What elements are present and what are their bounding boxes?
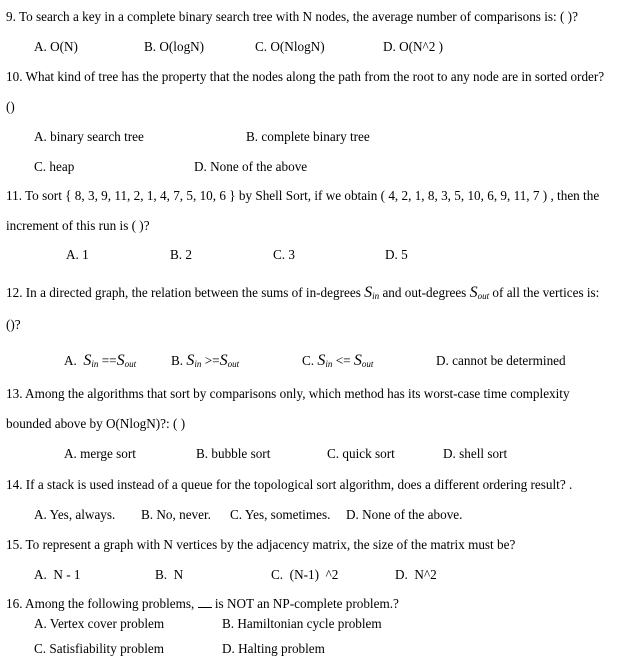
question-9-text: 9. To search a key in a complete binary search tree with N nodes, the average number of comparisons is: ( )? [6, 9, 578, 24]
q9-option-b: B. O(logN) [144, 39, 205, 54]
question-10-text: 10. What kind of tree has the property that the nodes along the path from the root to any node are in sorted order? [6, 69, 605, 84]
q12-option-b: B. Sin >=Sout [171, 352, 240, 369]
q15-option-c: C. (N-1) ^2 [271, 567, 339, 582]
q14-option-c: C. Yes, sometimes. [230, 507, 331, 522]
q10-option-a: A. binary search tree [34, 129, 144, 144]
question-16-text: 16. Among the following problems, is NOT an NP-complete problem.? [6, 596, 399, 611]
question-10-answer-blank: () [6, 99, 15, 114]
q11-option-c: C. 3 [273, 247, 295, 262]
q16-option-c: C. Satisfiability problem [34, 641, 165, 656]
question-11-text: 11. To sort { 8, 3, 9, 11, 2, 1, 4, 7, 5, 10, 6 } by Shell Sort, if we obtain ( 4, 2, 1, 8, 3, 5, 10, 6, 9, 11, 7 ) , then the [6, 188, 600, 203]
question-13-text: 13. Among the algorithms that sort by comparisons only, which method has its worst-case time complexity [6, 386, 570, 401]
q11-option-a: A. 1 [66, 247, 89, 262]
question-15-text: 15. To represent a graph with N vertices by the adjacency matrix, the size of the matrix must be? [6, 537, 516, 552]
question-14-text: 14. If a stack is used instead of a queue for the topological sort algorithm, does a different ordering result? . [6, 477, 573, 492]
q10-option-b: B. complete binary tree [246, 129, 370, 144]
question-12-answer-blank: ()? [6, 317, 21, 332]
q12-option-d: D. cannot be determined [436, 353, 566, 368]
q9-option-c: C. O(NlogN) [255, 39, 325, 54]
q11-option-d: D. 5 [385, 247, 408, 262]
sout-symbol: Sout [469, 284, 490, 301]
q9-option-a: A. O(N) [34, 39, 78, 54]
question-11-text-cont: increment of this run is ( )? [6, 218, 150, 233]
q13-option-a: A. merge sort [64, 446, 136, 461]
q10-option-d: D. None of the above [194, 159, 308, 174]
sin-symbol: Sin [364, 284, 380, 301]
q12-option-c: C. Sin <= Sout [302, 352, 374, 369]
question-12-text: 12. In a directed graph, the relation between the sums of in-degrees Sin and out-degrees Sout of all the vertices is: [6, 284, 600, 301]
q13-option-c: C. quick sort [327, 446, 395, 461]
q11-option-b: B. 2 [170, 247, 192, 262]
answer-blank [198, 596, 212, 608]
q15-option-a: A. N - 1 [34, 567, 81, 582]
q15-option-d: D. N^2 [395, 567, 437, 582]
q12-option-a: A. Sin ==Sout [64, 352, 137, 369]
q15-option-b: B. N [155, 567, 184, 582]
question-13-text-cont: bounded above by O(NlogN)?: ( ) [6, 416, 186, 431]
q9-option-d: D. O(N^2 ) [383, 39, 444, 54]
q14-option-d: D. None of the above. [346, 507, 463, 522]
q14-option-b: B. No, never. [141, 507, 211, 522]
q13-option-d: D. shell sort [443, 446, 508, 461]
q16-option-b: B. Hamiltonian cycle problem [222, 616, 382, 631]
q14-option-a: A. Yes, always. [34, 507, 116, 522]
q16-option-a: A. Vertex cover problem [34, 616, 165, 631]
q10-option-c: C. heap [34, 159, 75, 174]
q13-option-b: B. bubble sort [196, 446, 271, 461]
q16-option-d: D. Halting problem [222, 641, 325, 656]
